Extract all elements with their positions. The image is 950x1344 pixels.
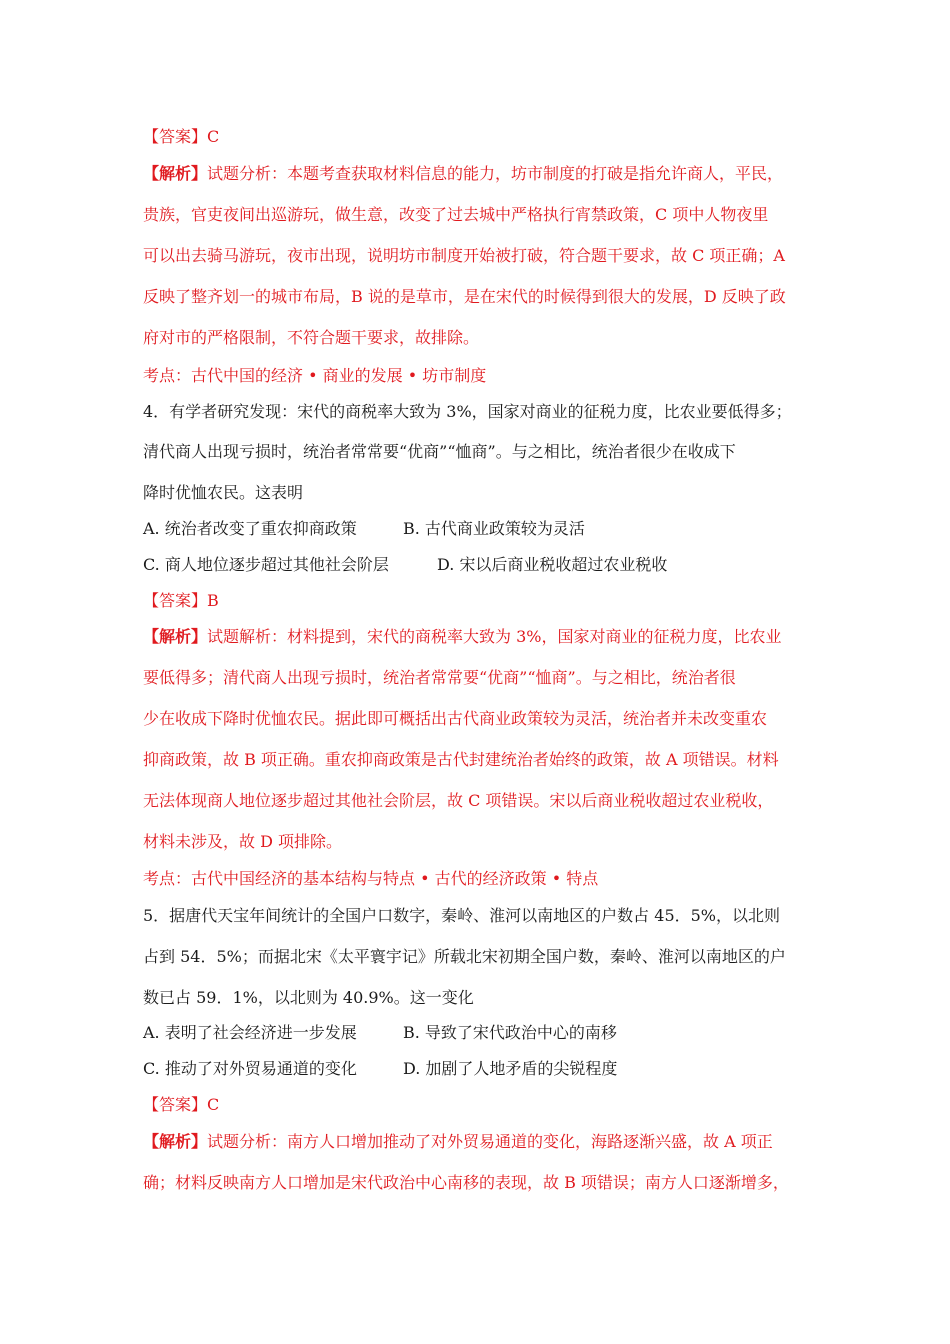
q3-analysis-label: 【解析】 xyxy=(143,164,208,183)
q4-answer: 【答案】B xyxy=(143,591,219,610)
q3-analysis-line-2: 贵族，官吏夜间出巡游玩，做生意，改变了过去城中严格执行宵禁政策，C 项中人物夜里 xyxy=(143,205,769,224)
q4-analysis-line-6: 材料未涉及，故 D 项排除。 xyxy=(143,832,343,851)
q5-option-a: A. 表明了社会经济进一步发展 xyxy=(143,1023,357,1042)
q4-analysis-label: 【解析】 xyxy=(143,627,208,646)
q5-analysis-label: 【解析】 xyxy=(143,1132,208,1151)
q5-option-b: B. 导致了宋代政治中心的南移 xyxy=(403,1023,617,1042)
q5-stem-line-1: 5．据唐代天宝年间统计的全国户口数字，秦岭、淮河以南地区的户数占 45．5%，以北则 xyxy=(143,906,781,925)
q3-analysis-line-1: 【解析】试题分析：本题考查获取材料信息的能力，坊市制度的打破是指允许商人，平民， xyxy=(143,164,784,183)
q4-stem-line-3: 降时优恤农民。这表明 xyxy=(143,483,304,502)
q5-option-c: C. 推动了对外贸易通道的变化 xyxy=(143,1059,357,1078)
q3-answer: 【答案】C xyxy=(143,127,220,146)
q3-kaodian: 考点：古代中国的经济 • 商业的发展 • 坊市制度 xyxy=(143,366,487,385)
q4-stem-line-2: 清代商人出现亏损时，统治者常常要“优商”“恤商”。与之相比，统治者很少在收成下 xyxy=(143,442,736,461)
q4-analysis-line-5: 无法体现商人地位逐步超过其他社会阶层，故 C 项错误。宋以后商业税收超过农业税收， xyxy=(143,791,774,810)
q3-analysis-line-3: 可以出去骑马游玩，夜市出现，说明坊市制度开始被打破，符合题干要求，故 C 项正确；A xyxy=(143,246,785,265)
q4-option-b: B. 古代商业政策较为灵活 xyxy=(403,519,585,538)
q4-option-c: C. 商人地位逐步超过其他社会阶层 xyxy=(143,555,389,574)
q4-kaodian: 考点：古代中国经济的基本结构与特点 • 古代的经济政策 • 特点 xyxy=(143,869,599,888)
q3-analysis-line-5: 府对市的严格限制，不符合题干要求，故排除。 xyxy=(143,328,480,347)
q4-stem-line-1: 4．有学者研究发现：宋代的商税率大致为 3%，国家对商业的征税力度，比农业要低得多； xyxy=(143,402,792,421)
q4-analysis-line-3: 少在收成下降时优恤农民。据此即可概括出古代商业政策较为灵活，统治者并未改变重农 xyxy=(143,709,768,728)
q5-option-d: D. 加剧了人地矛盾的尖锐程度 xyxy=(403,1059,618,1078)
q4-analysis-line-4: 抑商政策，故 B 项正确。重农抑商政策是古代封建统治者始终的政策，故 A 项错误。材料 xyxy=(143,750,779,769)
q5-analysis-line-1: 【解析】试题分析：南方人口增加推动了对外贸易通道的变化，海路逐渐兴盛，故 A 项正 xyxy=(143,1132,773,1151)
q5-answer: 【答案】C xyxy=(143,1095,220,1114)
q3-analysis-line-4: 反映了整齐划一的城市布局，B 说的是草市，是在宋代的时候得到很大的发展，D 反映了政 xyxy=(143,287,786,306)
q4-option-a: A. 统治者改变了重农抑商政策 xyxy=(143,519,357,538)
q5-stem-line-3: 数已占 59．1%，以北则为 40.9%。这一变化 xyxy=(143,988,474,1007)
q4-analysis-line-1: 【解析】试题解析：材料提到，宋代的商税率大致为 3%，国家对商业的征税力度，比农业 xyxy=(143,627,782,646)
q4-analysis-line-2: 要低得多；清代商人出现亏损时，统治者常常要“优商”“恤商”。与之相比，统治者很 xyxy=(143,668,736,687)
q5-stem-line-2: 占到 54．5%；而据北宋《太平寰宇记》所载北宋初期全国户数，秦岭、淮河以南地区的户 xyxy=(143,947,786,966)
q4-option-d: D. 宋以后商业税收超过农业税收 xyxy=(437,555,668,574)
q5-analysis-line-2: 确；材料反映南方人口增加是宋代政治中心南移的表现，故 B 项错误；南方人口逐渐增多， xyxy=(143,1173,789,1192)
